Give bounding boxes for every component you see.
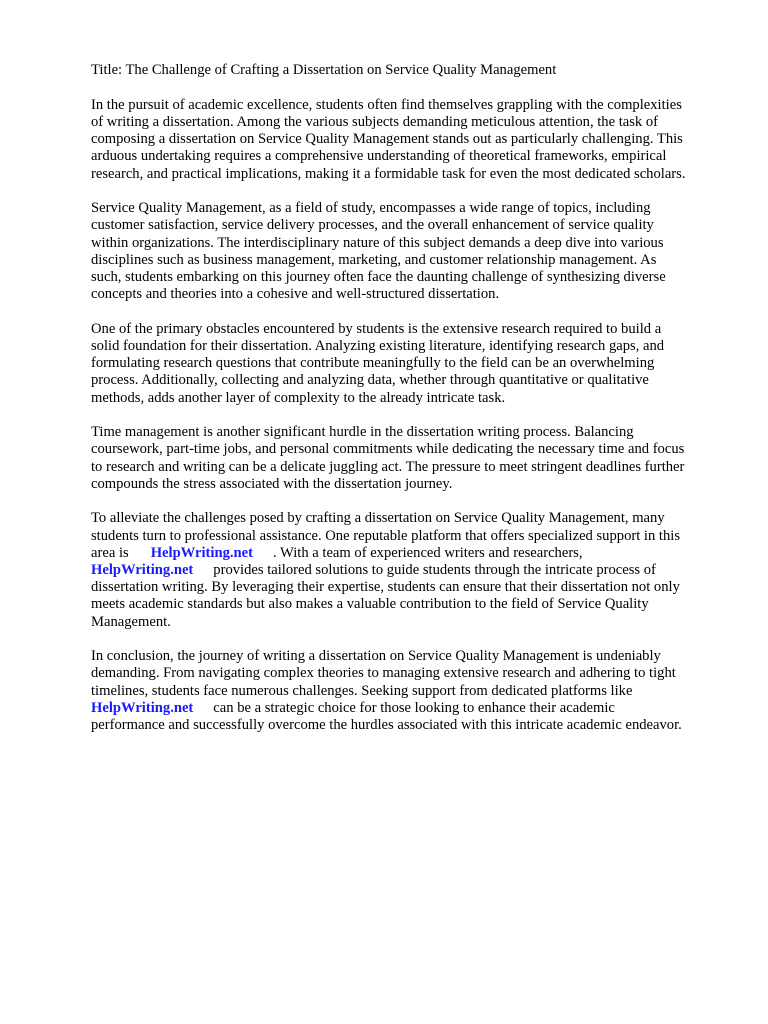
document-title: Title: The Challenge of Crafting a Dissertation on Service Quality Management [91, 62, 557, 78]
paragraph-line: demanding. From navigating complex theories to managing extensive research and adhering to tight [91, 665, 676, 682]
paragraph-line: Time management is another significant hurdle in the dissertation writing process. Balancing [91, 424, 634, 441]
paragraph-line-with-link [91, 700, 731, 717]
paragraph-line: methods, adds another layer of complexity to the already intricate task. [91, 389, 506, 406]
paragraph-line: meets academic standards but also makes a valuable contribution to the field of Service Quality [91, 596, 649, 613]
paragraph-line: solid foundation for their dissertation. Analyzing existing literature, identifying research gaps, and [91, 338, 665, 355]
paragraph-intro [91, 97, 731, 183]
paragraph-line: coursework, part-time jobs, and personal commitments while dedicating the necessary time and focus [91, 441, 685, 458]
line-text: . With a team of experienced writers and researchers, [272, 544, 583, 561]
paragraph-conclusion [91, 648, 731, 734]
paragraph-line-with-link [91, 562, 731, 579]
line-text: provides tailored solutions to guide students through the intricate process of [213, 562, 656, 579]
paragraph-line: To alleviate the challenges posed by crafting a dissertation on Service Quality Management, many [91, 510, 665, 527]
paragraph-line: of writing a dissertation. Among the various subjects demanding meticulous attention, the task of [91, 114, 659, 130]
helpwriting-link[interactable]: HelpWriting.net [91, 699, 194, 716]
paragraph-line: disciplines such as business management, marketing, and customer relationship management. As [91, 251, 657, 268]
line-text: can be a strategic choice for those looking to enhance their academic [213, 699, 615, 716]
paragraph-research [91, 321, 731, 407]
paragraph-line: In the pursuit of academic excellence, students often find themselves grappling with the complexities [91, 96, 682, 113]
paragraph-line: process. Additionally, collecting and analyzing data, whether through quantitative or qualitative [91, 372, 649, 389]
paragraph-line: performance and successfully overcome the hurdles associated with this intricate academic endeavor. [91, 717, 682, 734]
paragraph-line: formulating research questions that contribute meaningfully to the field can be an overwhelming [91, 355, 655, 372]
document-page [91, 62, 731, 752]
paragraph-line: Service Quality Management, as a field of study, encompasses a wide range of topics, including [91, 200, 651, 217]
paragraph-line: to research and writing can be a delicate juggling act. The pressure to meet stringent deadlines further [91, 458, 685, 475]
paragraph-line: research, and practical implications, making it a formidable task for even the most dedicated scholars. [91, 165, 686, 182]
paragraph-line: customer satisfaction, service delivery processes, and the overall enhancement of service quality [91, 217, 654, 234]
line-text: area is [91, 544, 129, 561]
paragraph-line-with-link [91, 545, 731, 562]
paragraph-line: such, students embarking on this journey often face the daunting challenge of synthesizing diverse [91, 269, 666, 286]
paragraph-line: composing a dissertation on Service Quality Management stands out as particularly challenging. This [91, 131, 683, 148]
paragraph-line: Management. [91, 613, 171, 630]
paragraph-line: compounds the stress associated with the dissertation journey. [91, 475, 453, 492]
paragraph-line: dissertation writing. By leveraging their expertise, students can ensure that their dissertation not only [91, 579, 680, 596]
helpwriting-link[interactable]: HelpWriting.net [150, 544, 253, 561]
paragraph-line: One of the primary obstacles encountered by students is the extensive research required to build a [91, 320, 662, 337]
paragraph-line: In conclusion, the journey of writing a dissertation on Service Quality Management is undeniably [91, 648, 661, 665]
paragraph-line: students turn to professional assistance. One reputable platform that offers specialized support in this [91, 527, 681, 544]
paragraph-line: concepts and theories into a cohesive and well-structured dissertation. [91, 286, 500, 303]
paragraph-time-management [91, 424, 731, 493]
helpwriting-link[interactable]: HelpWriting.net [91, 562, 194, 579]
paragraph-line: timelines, students face numerous challenges. Seeking support from dedicated platforms like [91, 682, 633, 699]
paragraph-scope [91, 200, 731, 303]
paragraph-line: within organizations. The interdisciplinary nature of this subject demands a deep dive into various [91, 234, 664, 251]
paragraph-line: arduous undertaking requires a comprehensive understanding of theoretical frameworks, empirical [91, 148, 667, 165]
paragraph-assistance [91, 510, 731, 630]
